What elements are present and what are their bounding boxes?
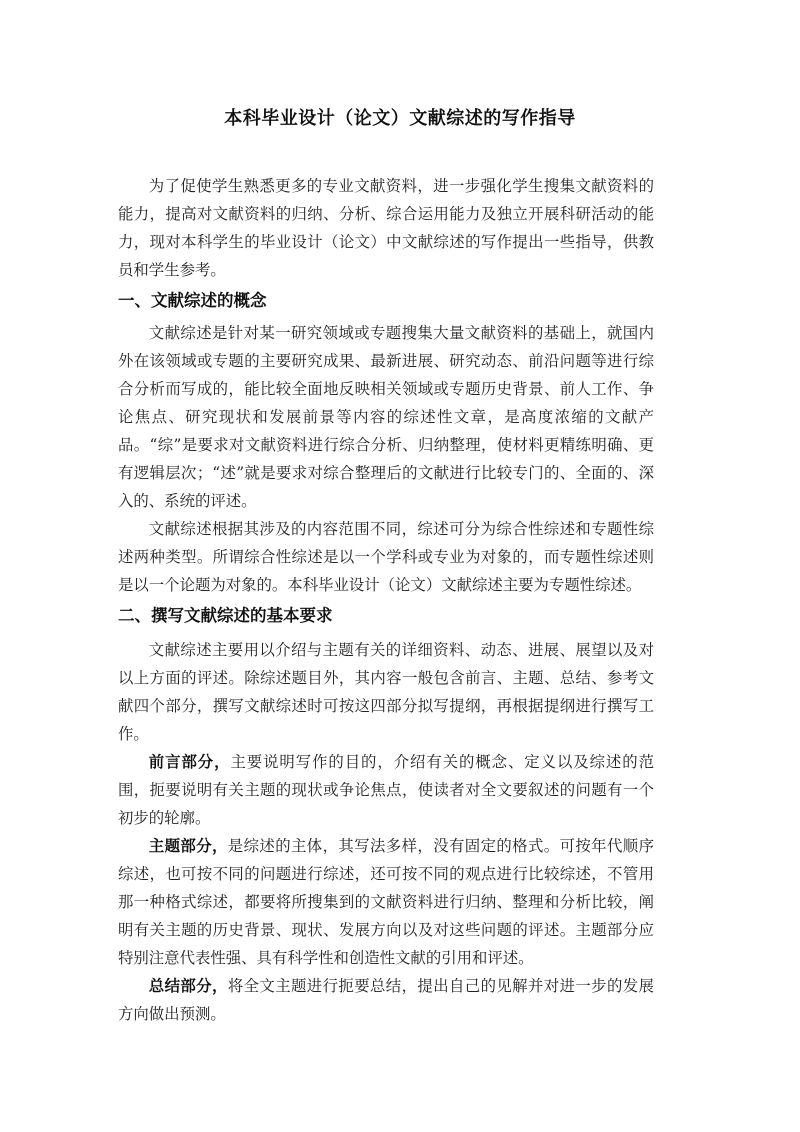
concept-paragraph-2: 文献综述根据其涉及的内容范围不同，综述可分为综合性综述和专题性综述两种类型。所谓综合性综述是以一个学科或专业为对象的，而专题性综述则是以一个论题为对象的。本科毕业设计（论文）文献综述主要为专题性综述。 (118, 520, 654, 594)
document-body (118, 172, 654, 1028)
section-heading-concept: 一、文献综述的概念 (118, 291, 267, 310)
part-main-lead: 主题部分， (148, 837, 228, 855)
part-preface-text: 主要说明写作的目的，介绍有关的概念、定义以及综述的范围，扼要说明有关主题的现状或争论焦点，使读者对全文要叙述的问题有一个初步的轮廓。 (118, 753, 654, 827)
part-summary-paragraph (118, 972, 654, 1028)
section-heading-requirements: 二、撰写文献综述的基本要求 (118, 606, 333, 625)
part-summary-text: 将全文主题进行扼要总结，提出自己的见解并对进一步的发展方向做出预测。 (118, 977, 654, 1023)
intro-paragraph: 为了促使学生熟悉更多的专业文献资料，进一步强化学生搜集文献资料的能力，提高对文献资料的归纳、分析、综合运用能力及独立开展科研活动的能力，现对本科学生的毕业设计（论文）中文献综述的写作提出一些指导，供教员和学生参考。 (118, 177, 654, 279)
part-main-text: 是综述的主体，其写法多样，没有固定的格式。可按年代顺序综述，也可按不同的问题进行综述，还可按不同的观点进行比较综述，不管用那一种格式综述，都要将所搜集到的文献资料进行归纳、整理和分析比较，阐明有关主题的历史背景、现状、发展方向以及对这些问题的评述。主题部分应特别注意代表性强、具有科学性和创造性文献的引用和评述。 (118, 837, 654, 967)
part-main-paragraph (118, 832, 654, 972)
requirements-paragraph-1: 文献综述主要用以介绍与主题有关的详细资料、动态、进展、展望以及对以上方面的评述。除综述题目外，其内容一般包含前言、主题、总结、参考文献四个部分，撰写文献综述时可按这四部分拟写提纲，再根据提纲进行撰写工作。 (118, 641, 654, 743)
document-title: 本科毕业设计（论文）文献综述的写作指导 (224, 108, 576, 129)
part-summary-lead: 总结部分， (148, 977, 228, 995)
part-preface-lead: 前言部分， (148, 753, 231, 771)
part-preface-paragraph (118, 748, 654, 832)
concept-paragraph-1: 文献综述是针对某一研究领域或专题搜集大量文献资料的基础上，就国内外在该领域或专题的主要研究成果、最新进展、研究动态、前沿问题等进行综合分析而写成的，能比较全面地反映相关领域或专题历史背景、前人工作、争论焦点、研究现状和发展前景等内容的综述性文章，是高度浓缩的文献产品。“综”是要求对文献资料进行综合分析、归纳整理，使材料更精练明确、更有逻辑层次；“述”就是要求对综合整理后的文献进行比较专门的、全面的、深入的、系统的评述。 (118, 324, 654, 510)
